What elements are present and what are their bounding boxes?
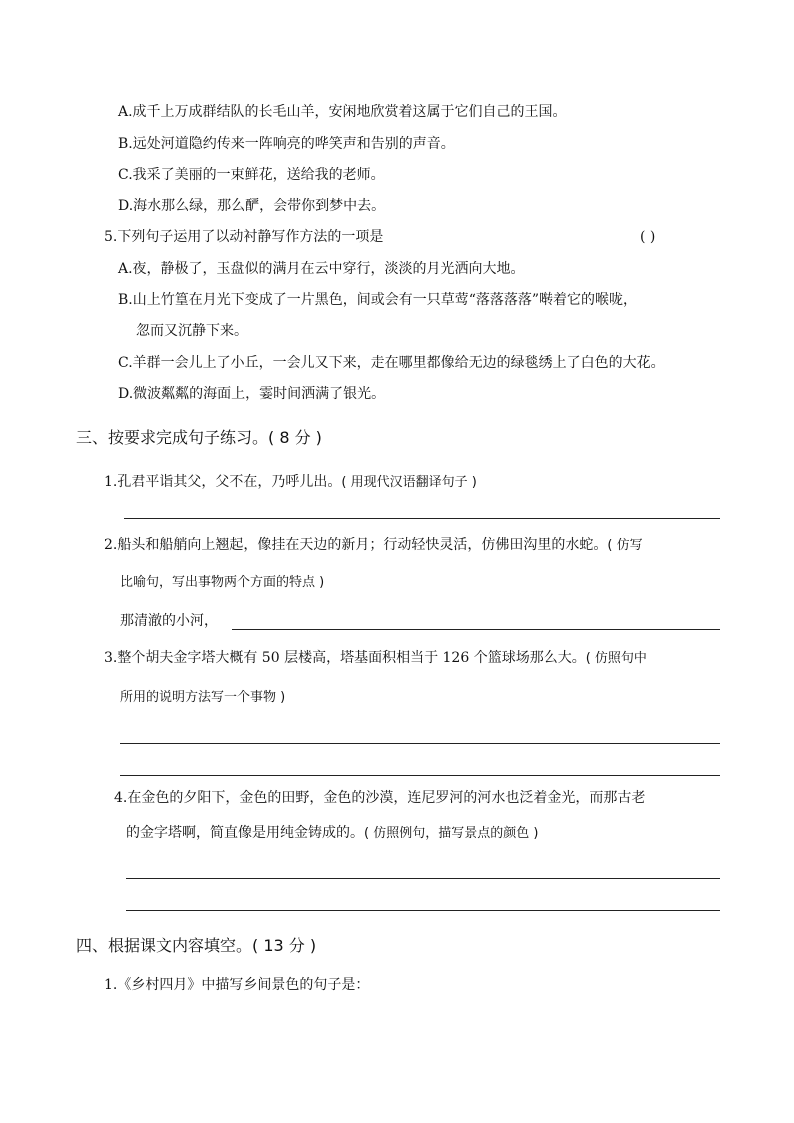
section-3-title: 三、按要求完成句子练习。( 8 分 ) xyxy=(76,428,322,447)
s3-q3-hint: ( 仿照句中 xyxy=(585,651,647,666)
s3-q4 xyxy=(126,823,538,844)
q4-option-a: A.成千上万成群结队的长毛山羊，安闲地欣赏着这属于它们自己的王国。 xyxy=(118,104,567,120)
s3-q4-answer-line-1[interactable] xyxy=(126,878,720,879)
s3-q3-hint-continued: 所用的说明方法写一个事物 ) xyxy=(120,690,286,705)
q5-stem: 5.下列句子运用了以动衬静写作方法的一项是 xyxy=(104,229,384,245)
s3-q2-hint-continued: 比喻句，写出事物两个方面的特点 ) xyxy=(120,575,325,590)
s3-q3-answer-line-2[interactable] xyxy=(120,775,720,776)
q5-option-c: C.羊群一会儿上了小丘，一会儿又下来，走在哪里都像给无边的绿毯绣上了白色的大花。 xyxy=(118,355,665,371)
q4-option-c: C.我采了美丽的一束鲜花，送给我的老师。 xyxy=(118,167,385,183)
s3-q1 xyxy=(104,472,477,493)
s3-q2-answer-line[interactable] xyxy=(232,629,720,630)
s3-q4-text-1: 4.在金色的夕阳下，金色的田野，金色的沙漠，连尼罗河的河水也泛着金光，而那古老 xyxy=(114,790,646,806)
q5-option-b-continued: 忽而又沉静下来。 xyxy=(136,323,248,339)
s3-q4-text-2: 的金字塔啊，简直像是用纯金铸成的。 xyxy=(126,825,364,841)
q5-option-a: A.夜，静极了，玉盘似的满月在云中穿行，淡淡的月光洒向大地。 xyxy=(118,261,525,277)
s3-q4-hint: ( 仿照例句，描写景点的颜色 ) xyxy=(364,826,539,841)
q4-option-d: D.海水那么绿，那么酽，会带你到梦中去。 xyxy=(118,198,386,214)
s3-q2-prompt: 那清澈的小河， xyxy=(120,613,218,629)
s4-q1-text: 1.《乡村四月》中描写乡间景色的句子是： xyxy=(104,977,370,993)
s3-q2 xyxy=(104,535,643,556)
s3-q1-text: 1.孔君平诣其父，父不在，乃呼儿出。 xyxy=(104,474,342,490)
s3-q1-hint: ( 用现代汉语翻译句子 ) xyxy=(341,475,477,490)
s3-q2-hint: ( 仿写 xyxy=(607,538,643,553)
q5-answer-bracket: ( ) xyxy=(640,229,656,245)
s3-q4-answer-line-2[interactable] xyxy=(126,910,720,911)
section-4-title: 四、根据课文内容填空。( 13 分 ) xyxy=(76,936,317,955)
s3-q3-answer-line-1[interactable] xyxy=(120,743,720,744)
s3-q3 xyxy=(104,648,647,669)
s3-q3-text: 3.整个胡夫金字塔大概有 50 层楼高，塔基面积相当于 126 个篮球场那么大。 xyxy=(104,650,586,666)
q5-option-d: D.微波粼粼的海面上，霎时间洒满了银光。 xyxy=(118,386,386,402)
s3-q2-text: 2.船头和船艄向上翘起，像挂在天边的新月；行动轻快灵活，仿佛田沟里的水蛇。 xyxy=(104,537,608,553)
s3-q1-answer-line[interactable] xyxy=(124,518,720,519)
q4-option-b: B.远处河道隐约传来一阵响亮的哗笑声和告别的声音。 xyxy=(118,136,455,152)
q5-option-b: B.山上竹篁在月光下变成了一片黑色，间或会有一只草莺“落落落落”啭着它的喉咙， xyxy=(118,292,638,308)
